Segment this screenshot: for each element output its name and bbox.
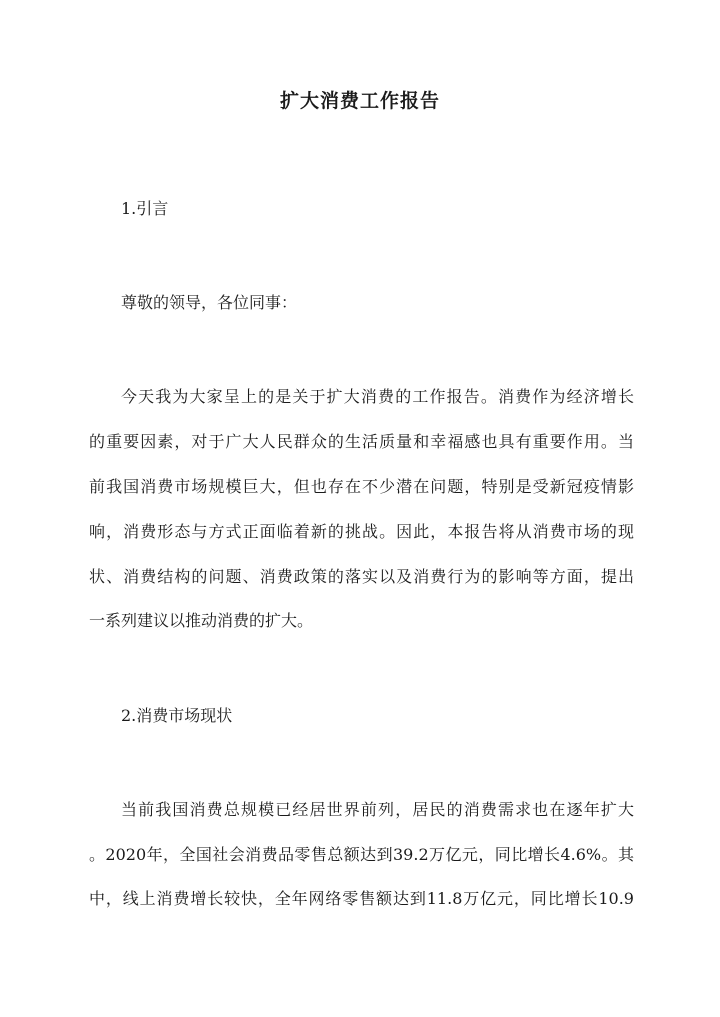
paragraph-line: 一系列建议以推动消费的扩大。 xyxy=(89,611,314,630)
section-heading-introduction: 1.引言 xyxy=(121,199,169,218)
paragraph-line: 。2020年，全国社会消费品零售总额达到39.2万亿元，同比增长4.6%。其 xyxy=(89,845,634,864)
paragraph-line: 状、消费结构的问题、消费政策的落实以及消费行为的影响等方面，提出 xyxy=(89,567,634,586)
document-title: 扩大消费工作报告 xyxy=(279,90,440,112)
paragraph-line: 的重要因素，对于广大人民群众的生活质量和幸福感也具有重要作用。当 xyxy=(89,432,634,451)
paragraph-line: 中，线上消费增长较快，全年网络零售额达到11.8万亿元，同比增长10.9 xyxy=(89,889,634,908)
paragraph-line: 响，消费形态与方式正面临着新的挑战。因此，本报告将从消费市场的现 xyxy=(89,522,634,541)
paragraph-line: 今天我为大家呈上的是关于扩大消费的工作报告。消费作为经济增长 xyxy=(121,387,634,406)
section-heading-market-status: 2.消费市场现状 xyxy=(121,706,233,725)
greeting-line: 尊敬的领导，各位同事： xyxy=(121,293,298,312)
paragraph-line: 前我国消费市场规模巨大，但也存在不少潜在问题，特别是受新冠疫情影 xyxy=(89,477,634,496)
paragraph-line: 当前我国消费总规模已经居世界前列，居民的消费需求也在逐年扩大 xyxy=(121,800,634,819)
